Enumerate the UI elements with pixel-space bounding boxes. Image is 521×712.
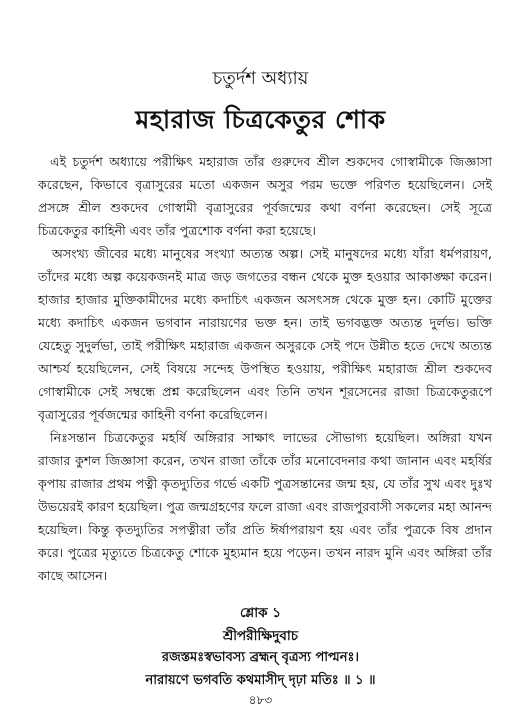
paragraph-2: অসংখ্য জীবের মধ্যে মানুষের সংখ্যা অত্যন্ত অল্প। সেই মানুষদের মধ্যে যাঁরা ধর্মপরায়ণ, তাঁদের মধ্যে অল্প কয়েকজনই মাত্র জড় জগতের বন্ধন থেকে মুক্ত হওয়ার আকাঙ্ক্ষা করেন। হাজার হাজার মুক্তিকামীদের মধ্যে কদাচিৎ একজন অসৎসঙ্গ থেকে মুক্ত হন। কোটি মুক্তের মধ্যে কদাচিৎ একজন ভগবান নারায়ণের ভক্ত হন। তাই ভগবদ্ভক্ত অত্যন্ত দুর্লভ। ভক্তি যেহেতু সুদুর্লভা, তাই পরীক্ষিৎ মহারাজ একজন অসুরকে সেই পদে উন্নীত হতে দেখে অত্যন্ত আশ্চর্য হয়েছিলেন, সেই বিষয়ে সন্দেহ উপস্থিত হওয়ায়, পরীক্ষিৎ মহারাজ শ্রীল শুকদেব গোস্বামীকে সেই সম্বন্ধে প্রশ্ন করেছিলেন এবং তিনি তখন শূরসেনের রাজা চিত্রকেতুরূপে বৃত্রাসুরের পূর্বজন্মের কাহিনী বর্ণনা করেছিলেন। bbox=[38, 246, 492, 422]
chapter-summary bbox=[38, 150, 492, 587]
shloka-speaker: শ্রীপরীক্ষিদুবাচ bbox=[222, 628, 299, 644]
paragraph-1: এই চতুর্দশ অধ্যায়ে পরীক্ষিৎ মহারাজ তাঁর গুরুদেব শ্রীল শুকদেব গোস্বামীকে জিজ্ঞাসা করেছেন, কিভাবে বৃত্রাসুরের মতো একজন অসুর পরম ভক্তে পরিণত হয়েছিলেন। সেই প্রসঙ্গে শ্রীল শুকদেব গোস্বামী বৃত্রাসুরের পূর্বজন্মের কথা বর্ণনা করেছেন। সেই সূত্রে চিত্রকেতুর কাহিনী এবং তাঁর পুত্রশোক বর্ণনা করা হয়েছে। bbox=[38, 154, 492, 238]
verse-line-1: রজস্তমঃস্বভাবস্য ব্রহ্মন্ বৃত্রস্য পাপ্মনঃ। bbox=[161, 650, 360, 665]
chapter-title: মহারাজ চিত্রকেতুর শোক bbox=[135, 105, 386, 134]
shloka-heading: শ্লোক ১ bbox=[239, 605, 282, 621]
paragraph-3: নিঃসন্তান চিত্রকেতুর মহর্ষি অঙ্গিরার সাক্ষাৎ লাভের সৌভাগ্য হয়েছিল। অঙ্গিরা যখন রাজার কুশল জিজ্ঞাসা করেন, তখন রাজা তাঁকে তাঁর মনোবেদনার কথা জানান এবং মহর্ষির কৃপায় রাজার প্রথম পত্নী কৃতদ্যুতির গর্ভে একটি পুত্রসন্তানের জন্ম হয়, যে তাঁর সুখ এবং দুঃখ উভয়েরই কারণ হয়েছিল। পুত্র জন্মগ্রহণের ফলে রাজা এবং রাজপুরবাসী সকলের মহা আনন্দ হয়েছিল। কিন্তু কৃতদ্যুতির সপত্নীরা তাঁর প্রতি ঈর্ষাপরায়ণ হয় এবং তাঁর পুত্রকে বিষ প্রদান করে। পুত্রের মৃত্যুতে চিত্রকেতু শোকে মুহ্যমান হয়ে পড়েন। তখন নারদ মুনি এবং অঙ্গিরা তাঁর কাছে আসেন। bbox=[38, 430, 492, 583]
chapter-label: চতুর্দশ অধ্যায় bbox=[212, 68, 309, 89]
verse-line-2: নারায়ণে ভগবতি কথমাসীদ্ দৃঢ়া মতিঃ ॥ ১ ॥ bbox=[145, 673, 376, 688]
page-number: ৪৮৩ bbox=[248, 693, 273, 707]
